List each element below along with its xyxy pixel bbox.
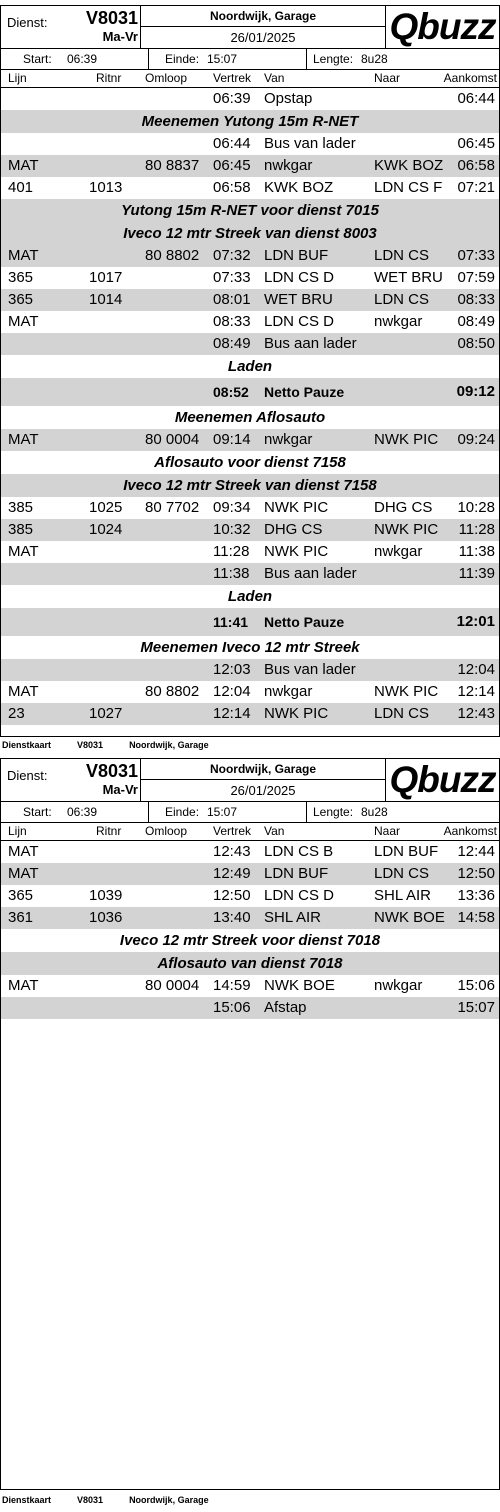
section-label: Iveco 12 mtr Streek voor dienst 7018 (119, 932, 381, 949)
trip-row (1, 563, 499, 585)
col-vertrek: Vertrek (213, 824, 252, 838)
trip-naar: LDN CS (374, 247, 430, 264)
trip-van: SHL AIR (264, 909, 321, 926)
col-vertrek: Vertrek (213, 71, 252, 85)
footer-page-1 (2, 740, 235, 750)
trip-aankomst: 06:44 (457, 90, 495, 107)
trip-vertrek: 07:32 (213, 247, 251, 264)
col-ritnr: Ritnr (96, 824, 122, 838)
trip-ritnr: 1017 (89, 269, 123, 286)
trip-row (1, 885, 499, 907)
col-ritnr: Ritnr (96, 71, 122, 85)
trip-naar: LDN CS (374, 705, 430, 722)
trip-aankomst: 08:50 (457, 335, 495, 352)
col-naar: Naar (374, 71, 401, 85)
trip-vertrek: 09:14 (213, 431, 251, 448)
start-label: Start: (23, 805, 52, 819)
trip-list-page-1 (1, 88, 499, 725)
trip-aankomst: 12:04 (457, 661, 495, 678)
col-naar: Naar (374, 824, 401, 838)
section-heading: Yutong 15m R-NET voor dienst 7015 (1, 199, 499, 222)
trip-omloop: 80 8802 (145, 247, 200, 264)
section-heading: Aflosauto van dienst 7018 (1, 952, 499, 975)
end-time: 15:07 (207, 52, 238, 66)
section-heading: Iveco 12 mtr Streek van dienst 8003 (1, 222, 499, 245)
trip-vertrek: 13:40 (213, 909, 251, 926)
trip-vertrek: 06:45 (213, 157, 251, 174)
start-cell (1, 49, 149, 69)
trip-aankomst: 15:07 (457, 999, 495, 1016)
trip-lijn: MAT (8, 313, 39, 330)
trip-ritnr: 1036 (89, 909, 123, 926)
trip-row (1, 703, 499, 725)
trip-vertrek: 12:03 (213, 661, 251, 678)
trip-vertrek: 12:14 (213, 705, 251, 722)
pause-vertrek: 08:52 (213, 384, 249, 400)
start-label: Start: (23, 52, 52, 66)
dienst-cell (1, 6, 141, 48)
col-van: Van (264, 71, 285, 85)
pause-aankomst: 12:01 (456, 613, 495, 630)
trip-row (1, 519, 499, 541)
logo-cell (386, 6, 499, 48)
trip-naar: NWK PIC (374, 431, 439, 448)
trip-vertrek: 06:44 (213, 135, 251, 152)
trip-row (1, 245, 499, 267)
trip-van: nwkgar (264, 683, 313, 700)
pause-label: Netto Pauze (264, 384, 345, 400)
trip-aankomst: 06:45 (457, 135, 495, 152)
section-label: Aflosauto voor dienst 7158 (154, 454, 346, 471)
trip-naar: SHL AIR (374, 887, 431, 904)
section-heading: Iveco 12 mtr Streek van dienst 7158 (1, 474, 499, 497)
trip-naar: DHG CS (374, 499, 433, 516)
trip-naar: LDN BUF (374, 843, 439, 860)
trip-lijn: 365 (8, 291, 34, 308)
end-cell (149, 49, 307, 69)
start-cell (1, 802, 149, 822)
trip-vertrek: 11:38 (213, 565, 250, 582)
qbuzz-logo: Qbuzz (389, 6, 496, 47)
trip-van: LDN CS D (264, 269, 335, 286)
trip-van: Opstap (264, 90, 313, 107)
trip-omloop: 80 8802 (145, 683, 200, 700)
trip-lijn: 385 (8, 521, 34, 538)
dienst-label: Dienst: (7, 15, 48, 30)
start-time: 06:39 (67, 52, 98, 66)
trip-lijn: MAT (8, 157, 39, 174)
section-label: Laden (227, 358, 273, 375)
trip-lijn: 365 (8, 269, 34, 286)
length-cell (307, 49, 499, 69)
trip-aankomst: 15:06 (457, 977, 495, 994)
trip-aankomst: 11:28 (458, 521, 495, 538)
length-value: 8u28 (361, 805, 388, 819)
footer-location: Noordwijk, Garage (129, 740, 209, 750)
start-time: 06:39 (67, 805, 98, 819)
trip-van: nwkgar (264, 157, 313, 174)
times-bar (1, 49, 499, 70)
trip-ritnr: 1013 (89, 179, 123, 196)
trip-aankomst: 10:28 (457, 499, 495, 516)
trip-vertrek: 14:59 (213, 977, 251, 994)
col-aankomst: Aankomst (443, 824, 497, 838)
trip-row (1, 975, 499, 997)
trip-list-page-2 (1, 841, 499, 1019)
trip-aankomst: 14:58 (457, 909, 495, 926)
trip-naar: LDN CS F (374, 179, 443, 196)
page-frame (0, 758, 500, 1490)
qbuzz-logo: Qbuzz (389, 759, 496, 800)
trip-ritnr: 1025 (89, 499, 123, 516)
trip-lijn: MAT (8, 431, 39, 448)
trip-row (1, 88, 499, 110)
trip-vertrek: 08:33 (213, 313, 251, 330)
end-label: Einde: (165, 52, 200, 66)
trip-row (1, 659, 499, 681)
end-cell (149, 802, 307, 822)
trip-row (1, 541, 499, 563)
trip-aankomst: 06:58 (457, 157, 495, 174)
trip-lijn: 385 (8, 499, 34, 516)
section-heading: Meenemen Yutong 15m R-NET (1, 110, 499, 133)
trip-aankomst: 08:49 (457, 313, 495, 330)
trip-row (1, 429, 499, 451)
trip-vertrek: 12:49 (213, 865, 251, 882)
section-label: Meenemen Iveco 12 mtr Streek (140, 639, 360, 656)
trip-vertrek: 10:32 (213, 521, 251, 538)
trip-row (1, 311, 499, 333)
location: Noordwijk, Garage (141, 6, 385, 27)
trip-van: WET BRU (264, 291, 333, 308)
trip-aankomst: 11:39 (458, 565, 495, 582)
trip-row (1, 997, 499, 1019)
col-van: Van (264, 824, 285, 838)
section-label: Laden (227, 588, 273, 605)
column-header (1, 70, 499, 88)
trip-row (1, 497, 499, 519)
trip-aankomst: 07:21 (457, 179, 495, 196)
card-header (1, 6, 499, 49)
trip-naar: LDN CS (374, 291, 430, 308)
length-cell (307, 802, 499, 822)
trip-omloop: 80 7702 (145, 499, 200, 516)
pause-vertrek: 11:41 (213, 614, 249, 630)
trip-row (1, 267, 499, 289)
trip-van: KWK BOZ (264, 179, 334, 196)
trip-van: NWK PIC (264, 705, 329, 722)
footer-title: Dienstkaart (2, 740, 52, 750)
trip-vertrek: 11:28 (213, 543, 250, 560)
trip-ritnr: 1027 (89, 705, 123, 722)
trip-lijn: MAT (8, 977, 39, 994)
section-label: Meenemen Aflosauto (174, 409, 326, 426)
trip-lijn: MAT (8, 843, 39, 860)
trip-vertrek: 06:39 (213, 90, 251, 107)
location-date-cell (141, 759, 386, 801)
trip-van: LDN CS D (264, 313, 335, 330)
date: 26/01/2025 (230, 783, 296, 798)
pause-aankomst: 09:12 (456, 383, 495, 400)
trip-naar: WET BRU (374, 269, 443, 286)
dienst-label: Dienst: (7, 768, 48, 783)
trip-naar: nwkgar (374, 543, 423, 560)
trip-lijn: 401 (8, 179, 34, 196)
trip-van: nwkgar (264, 431, 313, 448)
end-label: Einde: (165, 805, 200, 819)
trip-aankomst: 07:33 (457, 247, 495, 264)
trip-naar: NWK BOE (374, 909, 445, 926)
trip-aankomst: 07:59 (457, 269, 495, 286)
footer-page-2 (2, 1495, 235, 1505)
trip-omloop: 80 0004 (145, 977, 200, 994)
trip-van: DHG CS (264, 521, 323, 538)
trip-lijn: MAT (8, 247, 39, 264)
location: Noordwijk, Garage (141, 759, 385, 780)
times-bar (1, 802, 499, 823)
trip-lijn: 365 (8, 887, 34, 904)
trip-naar: nwkgar (374, 313, 423, 330)
trip-omloop: 80 8837 (145, 157, 200, 174)
col-lijn: Lijn (8, 824, 27, 838)
trip-ritnr: 1039 (89, 887, 123, 904)
trip-row (1, 155, 499, 177)
trip-vertrek: 08:01 (213, 291, 251, 308)
trip-aankomst: 12:50 (457, 865, 495, 882)
trip-naar: NWK PIC (374, 521, 439, 538)
trip-naar: NWK PIC (374, 683, 439, 700)
dienst-days: Ma-Vr (102, 29, 138, 44)
trip-lijn: 23 (8, 705, 25, 722)
location-date-cell (141, 6, 386, 48)
trip-lijn: MAT (8, 683, 39, 700)
trip-vertrek: 08:49 (213, 335, 251, 352)
trip-row (1, 289, 499, 311)
dienst-cell (1, 759, 141, 801)
footer-location: Noordwijk, Garage (129, 1495, 209, 1505)
length-value: 8u28 (361, 52, 388, 66)
col-omloop: Omloop (145, 71, 188, 85)
trip-ritnr: 1024 (89, 521, 123, 538)
trip-van: LDN CS D (264, 887, 335, 904)
trip-lijn: MAT (8, 543, 39, 560)
footer-title: Dienstkaart (2, 1495, 52, 1505)
trip-vertrek: 12:43 (213, 843, 251, 860)
trip-naar: KWK BOZ (374, 157, 444, 174)
trip-van: Bus van lader (264, 135, 356, 152)
trip-aankomst: 12:44 (457, 843, 495, 860)
length-label: Lengte: (313, 805, 354, 819)
trip-row (1, 863, 499, 885)
trip-naar: LDN CS (374, 865, 430, 882)
trip-vertrek: 07:33 (213, 269, 251, 286)
dienst-number: V8031 (85, 8, 138, 28)
trip-van: Afstap (264, 999, 307, 1016)
trip-van: NWK PIC (264, 543, 329, 560)
trip-row (1, 177, 499, 199)
pause-row (1, 608, 499, 636)
trip-lijn: MAT (8, 865, 39, 882)
trip-omloop: 80 0004 (145, 431, 200, 448)
trip-row (1, 133, 499, 155)
trip-vertrek: 06:58 (213, 179, 251, 196)
trip-van: LDN BUF (264, 865, 329, 882)
trip-van: NWK PIC (264, 499, 329, 516)
pause-label: Netto Pauze (264, 614, 345, 630)
page-frame (0, 5, 500, 737)
trip-van: LDN CS B (264, 843, 334, 860)
footer-dienst: V8031 (77, 1495, 104, 1505)
trip-van: Bus van lader (264, 661, 356, 678)
trip-row (1, 333, 499, 355)
trip-vertrek: 15:06 (213, 999, 251, 1016)
trip-ritnr: 1014 (89, 291, 123, 308)
trip-row (1, 907, 499, 929)
col-aankomst: Aankomst (443, 71, 497, 85)
trip-aankomst: 12:43 (457, 705, 495, 722)
trip-van: Bus aan lader (264, 335, 357, 352)
col-lijn: Lijn (8, 71, 27, 85)
trip-row (1, 841, 499, 863)
card-header (1, 759, 499, 802)
end-time: 15:07 (207, 805, 238, 819)
footer-dienst: V8031 (77, 740, 104, 750)
dienst-number: V8031 (85, 761, 138, 781)
length-label: Lengte: (313, 52, 354, 66)
trip-aankomst: 09:24 (457, 431, 495, 448)
column-header (1, 823, 499, 841)
trip-van: LDN BUF (264, 247, 329, 264)
pause-row (1, 378, 499, 406)
logo-cell (386, 759, 499, 801)
trip-aankomst: 11:38 (458, 543, 495, 560)
trip-vertrek: 12:50 (213, 887, 251, 904)
trip-aankomst: 13:36 (457, 887, 495, 904)
trip-aankomst: 12:14 (457, 683, 495, 700)
date: 26/01/2025 (230, 30, 296, 45)
trip-vertrek: 09:34 (213, 499, 251, 516)
trip-lijn: 361 (8, 909, 34, 926)
trip-row (1, 681, 499, 703)
trip-van: NWK BOE (264, 977, 335, 994)
trip-vertrek: 12:04 (213, 683, 251, 700)
col-omloop: Omloop (145, 824, 188, 838)
trip-van: Bus aan lader (264, 565, 357, 582)
dienst-days: Ma-Vr (102, 782, 138, 797)
trip-naar: nwkgar (374, 977, 423, 994)
trip-aankomst: 08:33 (457, 291, 495, 308)
